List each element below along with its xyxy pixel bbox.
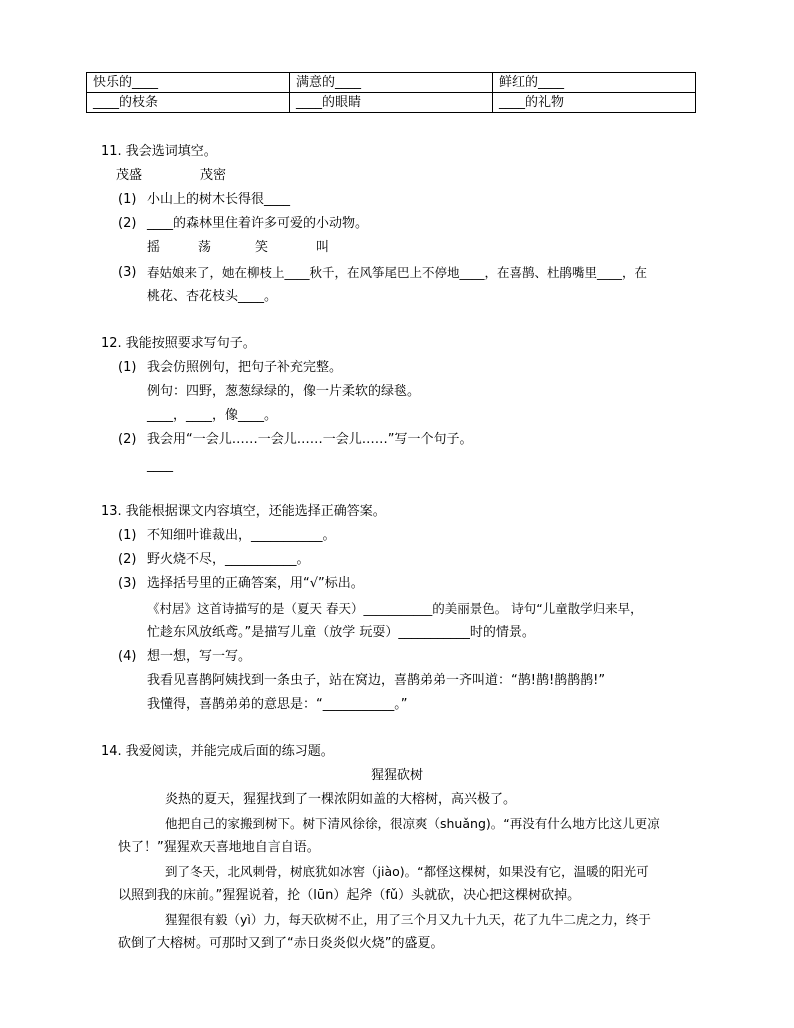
q14-title: 14. 我爱阅读，并能完成后面的练习题。 — [101, 744, 334, 759]
table-cell: ____的礼物 — [493, 93, 696, 113]
q11-item-number: (2) — [118, 216, 137, 231]
story-paragraph-4-line-2: 砍倒了大榕树。可那时又到了“赤日炎炎似火烧”的盛夏。 — [118, 936, 444, 951]
story-paragraph-4-line-1: 猩猩很有毅（yì）力，每天砍树不止，用了三个月又九十九天，花了九牛二虎之力，终于 — [165, 912, 651, 927]
story-paragraph-2-line-2: 快了！”猩猩欢天喜地地自言自语。 — [118, 840, 320, 855]
q11-sentence-3-line-1: 春姑娘来了，她在柳枝上____秋千，在风筝尾巴上不停地____，在喜鹊、杜鹃嘴里____，在 — [147, 265, 648, 280]
q12-sentence-2: 我会用“一会儿……一会儿……一会儿……”写一个句子。 — [147, 432, 473, 447]
q13-sentence-4: 想一想，写一写。 — [147, 649, 252, 664]
q13-item-number: (2) — [118, 552, 137, 567]
q11-word-option: 叫 — [316, 240, 330, 255]
table-cell: 鲜红的____ — [493, 73, 696, 93]
q11-item-number: (3) — [118, 265, 137, 280]
q11-sentence-3-line-2: 桃花、杏花枝头____。 — [147, 289, 278, 304]
q11-title: 11. 我会选词填空。 — [101, 144, 217, 159]
q12-example: 例句：四野，葱葱绿绿的，像一片柔软的绿毯。 — [147, 384, 421, 399]
q13-sentence-1: 不知细叶谁裁出，___________。 — [147, 528, 336, 543]
q11-item-number: (1) — [118, 192, 137, 207]
q11-sentence-1: 小山上的树木长得很____ — [147, 192, 291, 207]
q13-sentence-4-line-2: 我看见喜鹊阿姨找到一条虫子，站在窝边，喜鹊弟弟一齐叫道：“鹊!鹊!鹊鹊鹊!” — [147, 673, 606, 688]
q11-word-option: 荡 — [198, 240, 212, 255]
q11-sentence-2: ____的森林里住着许多可爱的小动物。 — [147, 216, 369, 231]
q13-sentence-3-line-2: 《村居》这首诗描写的是（夏天 春天）___________的美丽景色。 诗句“儿童散学归来早， — [147, 601, 643, 616]
q13-sentence-3-line-3: 忙趁东风放纸鸢。”是描写儿童（放学 玩耍）___________时的情景。 — [147, 625, 535, 640]
story-paragraph-1: 炎热的夏天，猩猩找到了一棵浓阴如盖的大榕树，高兴极了。 — [165, 792, 517, 807]
q13-sentence-4-line-3: 我懂得，喜鹊弟弟的意思是：“___________。” — [147, 697, 408, 712]
q12-title: 12. 我能按照要求写句子。 — [101, 336, 256, 351]
q12-fill-line: ____，____，像____。 — [147, 408, 278, 423]
story-paragraph-3-line-1: 到了冬天，北风刺骨，树底犹如冰窖（jiào)。“都怪这棵树，如果没有它，温暖的阳光可 — [165, 864, 649, 879]
q12-item-number: (1) — [118, 360, 137, 375]
q13-title: 13. 我能根据课文内容填空，还能选择正确答案。 — [101, 504, 386, 519]
table-cell: ____的枝条 — [87, 93, 290, 113]
story-paragraph-2-line-1: 他把自己的家搬到树下。树下清风徐徐，很凉爽（shuǎng)。“再没有什么地方比这儿更凉 — [165, 816, 660, 831]
q11-word-option: 茂密 — [200, 168, 227, 183]
q13-sentence-2: 野火烧不尽，___________。 — [147, 552, 310, 567]
q11-word-option: 笑 — [255, 240, 269, 255]
q13-item-number: (4) — [118, 649, 137, 664]
story-title: 猩猩砍树 — [370, 768, 423, 783]
q13-sentence-3: 选择括号里的正确答案，用“√”标出。 — [147, 576, 364, 591]
q11-word-option: 茂盛 — [116, 168, 143, 183]
q12-sentence-1: 我会仿照例句，把句子补充完整。 — [147, 360, 343, 375]
q11-word-option: 摇 — [147, 240, 161, 255]
word-fill-table — [86, 72, 696, 113]
table-cell: ____的眼睛 — [290, 93, 493, 113]
table-row — [87, 93, 696, 113]
story-paragraph-3-line-2: 以照到我的床前。”猩猩说着，抡（lūn）起斧（fǔ）头就砍，决心把这棵树砍掉。 — [118, 888, 581, 903]
q12-answer-blank: ____ — [147, 458, 173, 473]
table-row — [87, 73, 696, 93]
q13-item-number: (3) — [118, 576, 137, 591]
table-cell: 满意的____ — [290, 73, 493, 93]
q13-item-number: (1) — [118, 528, 137, 543]
table-cell: 快乐的____ — [87, 73, 290, 93]
q12-item-number: (2) — [118, 432, 137, 447]
